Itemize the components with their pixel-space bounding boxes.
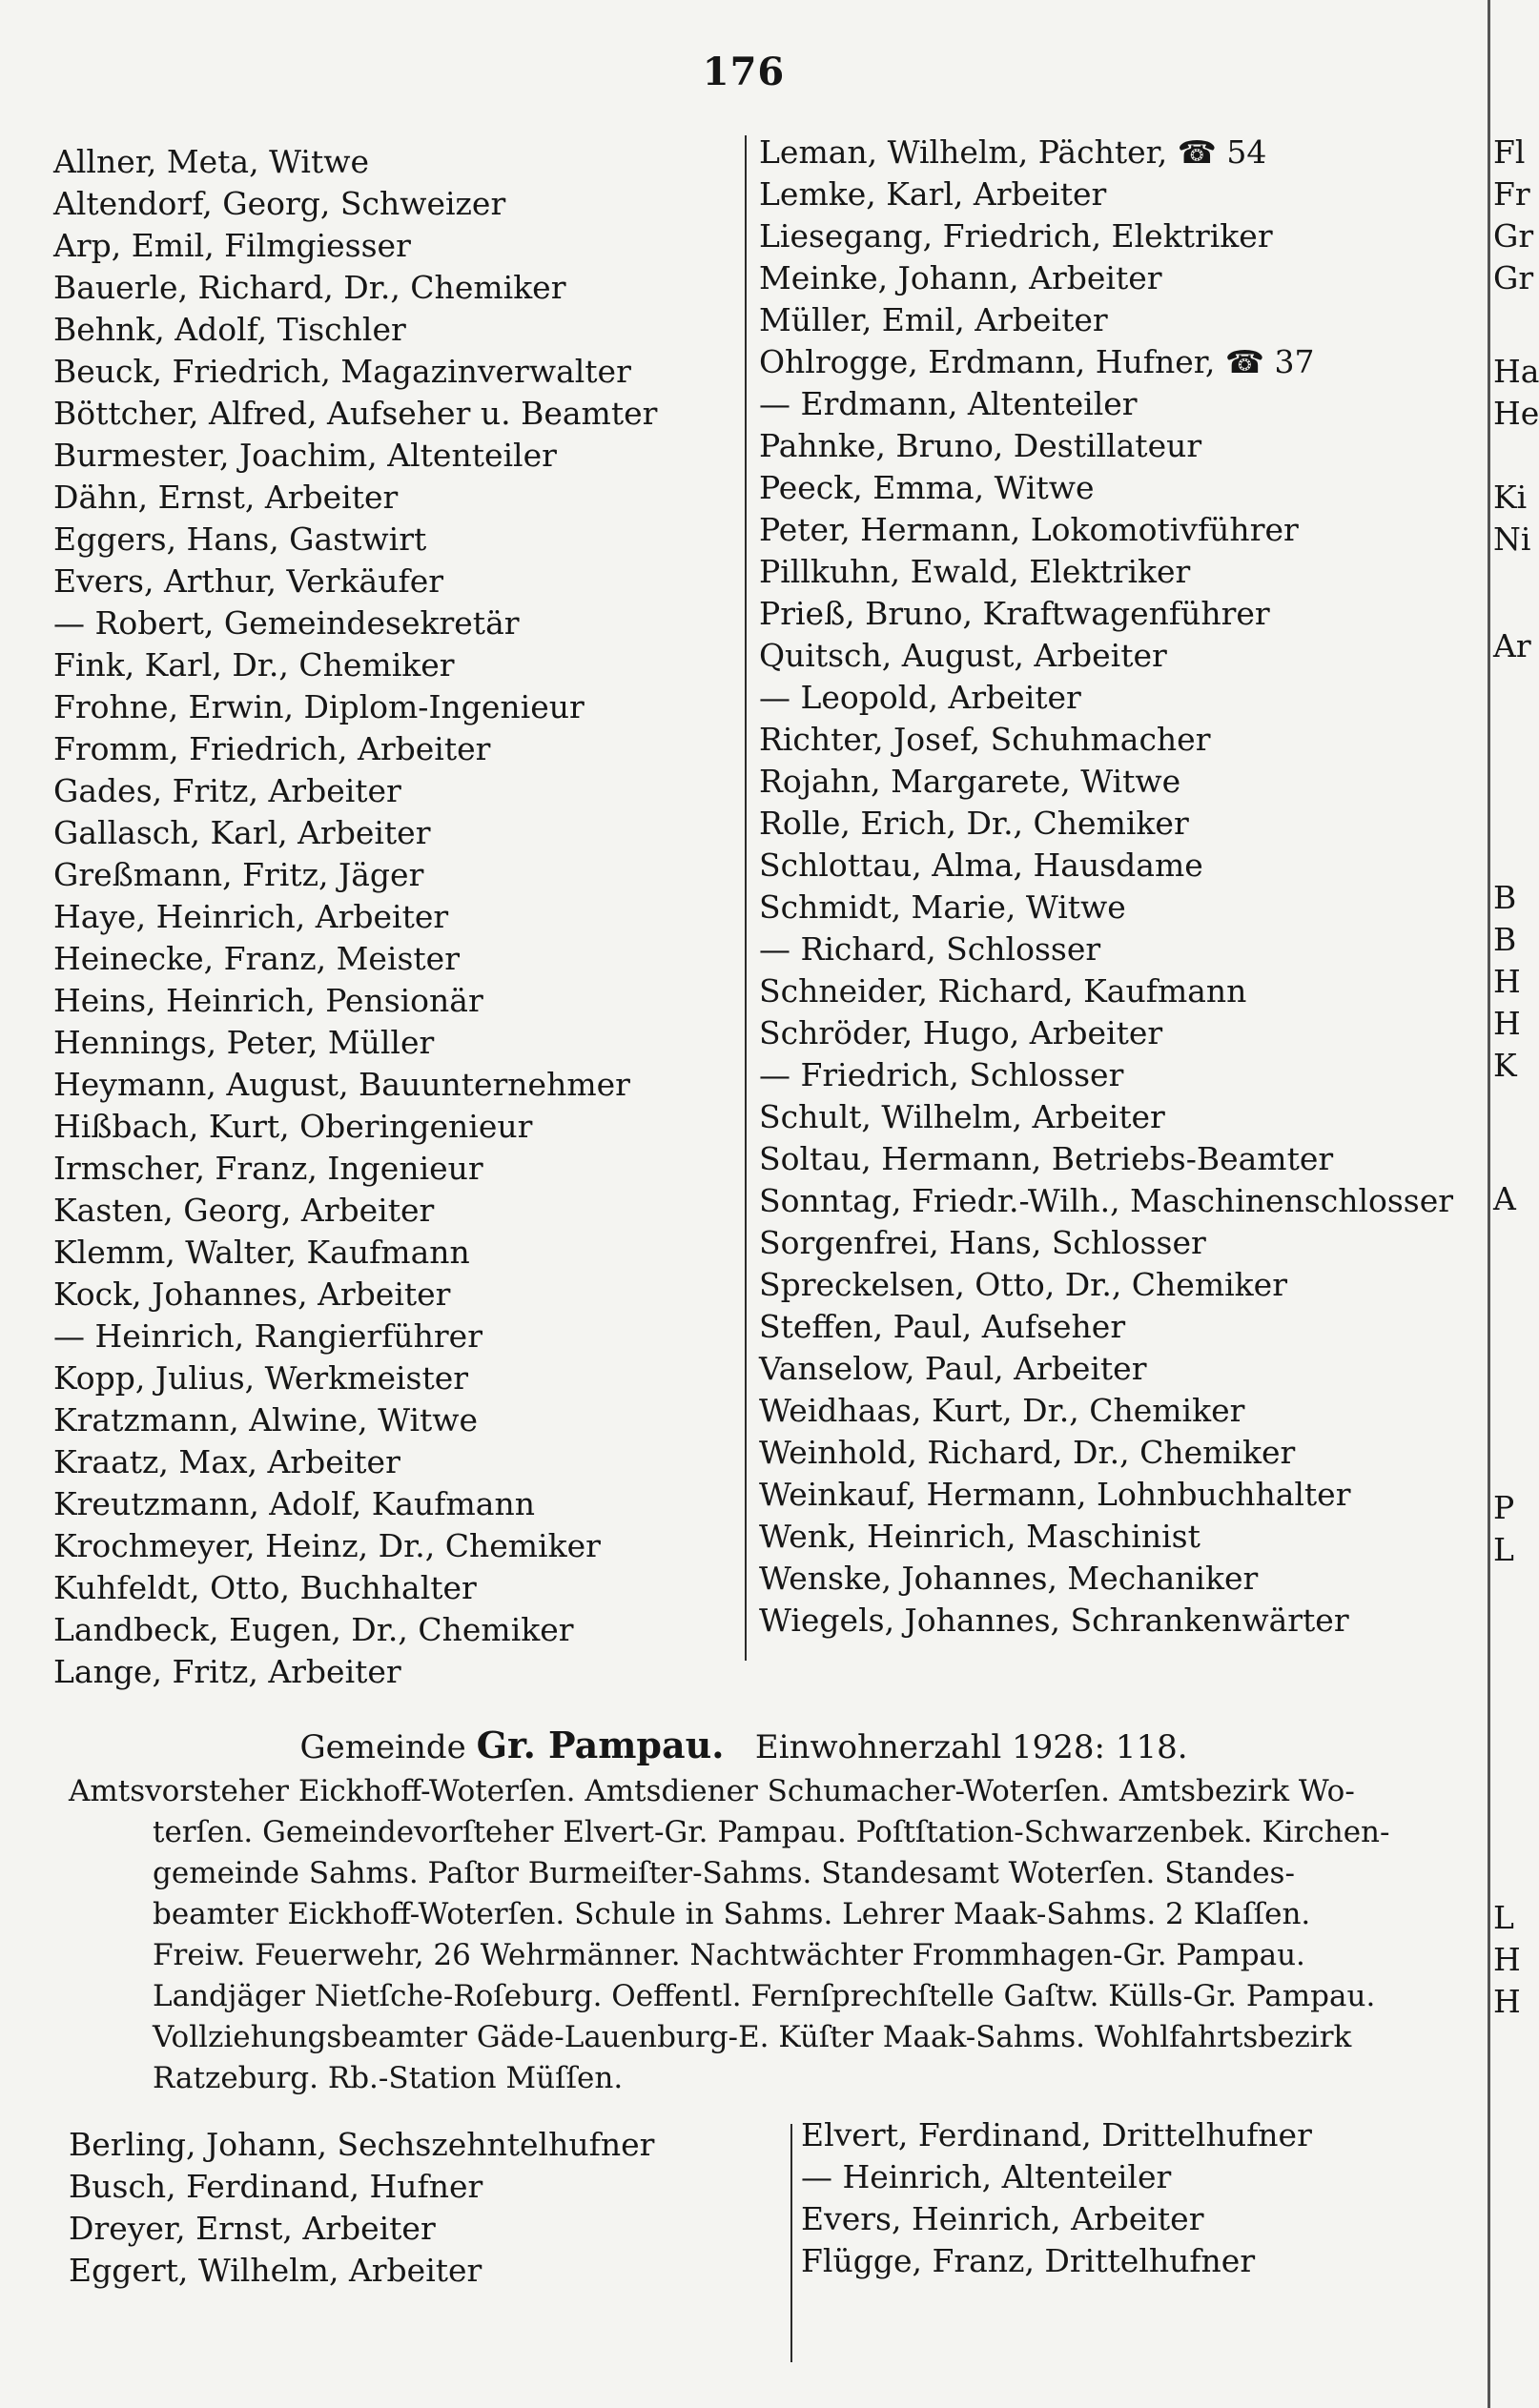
directory-entry: Liesegang, Friedrich, Elektriker	[759, 217, 1273, 255]
municipality-name: Gr. Pampau.	[476, 1724, 725, 1766]
directory-entry: Frohne, Erwin, Diplom-Ingenieur	[53, 688, 585, 725]
directory-entry: Eggert, Wilhelm, Arbeiter	[69, 2252, 482, 2289]
directory-entry: Sorgenfrei, Hans, Schlosser	[759, 1224, 1206, 1261]
directory-entry: Steffen, Paul, Aufseher	[759, 1308, 1126, 1345]
cut-off-text-fragment: L	[1493, 1899, 1514, 1936]
directory-entry: Schult, Wilhelm, Arbeiter	[759, 1098, 1165, 1135]
page-edge-divider	[1488, 0, 1490, 2408]
column-divider	[745, 135, 747, 1661]
directory-entry: Landbeck, Eugen, Dr., Chemiker	[53, 1611, 574, 1648]
directory-entry: Haye, Heinrich, Arbeiter	[53, 898, 449, 935]
directory-entry: Schmidt, Marie, Witwe	[759, 888, 1126, 926]
directory-entry: Elvert, Ferdinand, Drittelhufner	[801, 2116, 1312, 2153]
directory-entry: Dähn, Ernst, Arbeiter	[53, 479, 399, 516]
directory-entry: — Heinrich, Altenteiler	[801, 2158, 1172, 2195]
cut-off-text-fragment: L	[1493, 1531, 1514, 1568]
directory-entry: Rolle, Erich, Dr., Chemiker	[759, 805, 1189, 842]
directory-entry: Klemm, Walter, Kaufmann	[53, 1234, 470, 1271]
directory-entry: Allner, Meta, Witwe	[53, 143, 370, 180]
directory-entry: Weinkauf, Hermann, Lohnbuchhalter	[759, 1476, 1351, 1513]
page-number: 176	[702, 50, 786, 94]
directory-entry: Heymann, August, Bauunternehmer	[53, 1066, 630, 1103]
directory-entry: Schröder, Hugo, Arbeiter	[759, 1014, 1163, 1051]
municipality-info-line: beamter Eickhoff-Woterſen. Schule in Sahms. Lehrer Maak-Sahms. 2 Klaſſen.	[153, 1897, 1311, 1931]
directory-entry: Wenk, Heinrich, Maschinist	[759, 1518, 1200, 1555]
municipality-population: Einwohnerzahl 1928: 118.	[754, 1728, 1188, 1766]
middle-column	[759, 132, 1453, 1642]
directory-entry: Kratzmann, Alwine, Witwe	[53, 1401, 479, 1439]
cut-off-text-fragment: P	[1493, 1489, 1515, 1526]
cut-off-text-fragment: Ar	[1493, 627, 1531, 664]
directory-entry: Kraatz, Max, Arbeiter	[53, 1443, 400, 1480]
municipality-info-line: Landjäger Nietſche-Roſeburg. Oeffentl. Fernſprechſtelle Gaſtw. Külls-Gr. Pampau.	[153, 1979, 1376, 2013]
directory-entry: Krochmeyer, Heinz, Dr., Chemiker	[53, 1527, 601, 1564]
directory-entry: Lange, Fritz, Arbeiter	[53, 1653, 401, 1690]
directory-entry: Arp, Emil, Filmgiesser	[53, 227, 411, 264]
municipality-info-line: Ratzeburg. Rb.-Station Müſſen.	[153, 2061, 624, 2095]
cut-off-text-fragment: B	[1493, 921, 1517, 958]
directory-entry: Kock, Johannes, Arbeiter	[53, 1275, 451, 1313]
directory-entry: Kreutzmann, Adolf, Kaufmann	[53, 1485, 535, 1522]
directory-entry: Fromm, Friedrich, Arbeiter	[53, 730, 491, 767]
directory-entry: Irmscher, Franz, Ingenieur	[53, 1150, 483, 1187]
directory-entry: — Erdmann, Altenteiler	[759, 385, 1138, 422]
directory-entry: Weinhold, Richard, Dr., Chemiker	[759, 1434, 1296, 1471]
directory-entry: Weidhaas, Kurt, Dr., Chemiker	[759, 1392, 1245, 1429]
cut-off-text-fragment: Fr	[1493, 175, 1530, 213]
directory-entry: Gallasch, Karl, Arbeiter	[53, 814, 431, 851]
directory-entry: Gades, Fritz, Arbeiter	[53, 772, 401, 809]
directory-entry: Böttcher, Alfred, Aufseher u. Beamter	[53, 395, 658, 432]
cut-off-text-fragment: K	[1493, 1047, 1517, 1084]
cut-off-text-fragment: Gr	[1493, 217, 1534, 255]
cut-off-text-fragment: A	[1493, 1180, 1516, 1217]
directory-entry: Behnk, Adolf, Tischler	[53, 311, 406, 348]
directory-entry: Berling, Johann, Sechszehntelhufner	[69, 2126, 655, 2163]
directory-entry: Meinke, Johann, Arbeiter	[759, 259, 1162, 296]
directory-entry: Fink, Karl, Dr., Chemiker	[53, 646, 455, 684]
directory-entry: Schneider, Richard, Kaufmann	[759, 972, 1247, 1010]
left-column	[53, 141, 657, 1693]
directory-entry: Pahnke, Bruno, Destillateur	[759, 427, 1202, 464]
bottom-column-divider	[790, 2124, 792, 2362]
directory-entry: Kasten, Georg, Arbeiter	[53, 1192, 435, 1229]
directory-entry: Flügge, Franz, Drittelhufner	[801, 2242, 1256, 2279]
directory-entry: Kopp, Julius, Werkmeister	[53, 1359, 469, 1397]
directory-entry: Altendorf, Georg, Schweizer	[53, 185, 506, 222]
directory-entry: Evers, Heinrich, Arbeiter	[801, 2200, 1204, 2237]
cut-off-text-fragment: He	[1493, 395, 1539, 432]
directory-entry: Prieß, Bruno, Kraftwagenführer	[759, 595, 1270, 632]
directory-entry: — Robert, Gemeindesekretär	[53, 604, 520, 642]
directory-entry: — Heinrich, Rangierführer	[53, 1317, 482, 1355]
directory-entry: Soltau, Hermann, Betriebs-Beamter	[759, 1140, 1334, 1177]
directory-entry: Heinecke, Franz, Meister	[53, 940, 460, 977]
directory-entry: Beuck, Friedrich, Magazinverwalter	[53, 353, 631, 390]
directory-entry: Eggers, Hans, Gastwirt	[53, 520, 427, 558]
directory-entry: Busch, Ferdinand, Hufner	[69, 2168, 483, 2205]
municipality-info-line: Freiw. Feuerwehr, 26 Wehrmänner. Nachtwächter Frommhagen-Gr. Pampau.	[153, 1938, 1305, 1972]
municipality-prefix: Gemeinde	[299, 1728, 466, 1766]
directory-entry: Rojahn, Margarete, Witwe	[759, 763, 1181, 800]
directory-entry: Richter, Josef, Schuhmacher	[759, 721, 1211, 758]
directory-entry: Lemke, Karl, Arbeiter	[759, 175, 1107, 213]
directory-entry: Spreckelsen, Otto, Dr., Chemiker	[759, 1266, 1287, 1303]
cut-off-text-fragment: Ni	[1493, 520, 1531, 558]
cut-off-text-fragment: Gr	[1493, 259, 1534, 296]
directory-entry: Wenske, Johannes, Mechaniker	[759, 1560, 1259, 1597]
directory-entry: Burmester, Joachim, Altenteiler	[53, 437, 557, 474]
directory-entry: Bauerle, Richard, Dr., Chemiker	[53, 269, 566, 306]
directory-entry: — Leopold, Arbeiter	[759, 679, 1081, 716]
municipality-info-line: terſen. Gemeindevorſteher Elvert-Gr. Pampau. Poſtſtation-Schwarzenbek. Kirchen-	[153, 1815, 1390, 1849]
directory-entry: Peeck, Emma, Witwe	[759, 469, 1095, 506]
directory-entry: Schlottau, Alma, Hausdame	[759, 847, 1203, 884]
directory-entry: — Richard, Schlosser	[759, 930, 1101, 968]
directory-entry: Leman, Wilhelm, Pächter, ☎ 54	[759, 133, 1267, 171]
cut-off-text-fragment: H	[1493, 963, 1521, 1000]
municipality-info-line: Amtsvorsteher Eickhoff-Woterſen. Amtsdiener Schumacher-Woterſen. Amtsbezirk Wo-	[69, 1774, 1355, 1808]
cut-off-text-fragment: B	[1493, 879, 1517, 916]
directory-entry: Pillkuhn, Ewald, Elektriker	[759, 553, 1191, 590]
municipality-header	[0, 1724, 1488, 1766]
bottom-left-column	[69, 2124, 654, 2292]
directory-entry: — Friedrich, Schlosser	[759, 1056, 1124, 1093]
directory-entry: Ohlrogge, Erdmann, Hufner, ☎ 37	[759, 343, 1315, 380]
cut-off-text-fragment: Fl	[1493, 133, 1526, 171]
cut-off-text-fragment: H	[1493, 1983, 1521, 2020]
cut-off-text-fragment: Ki	[1493, 479, 1528, 516]
directory-entry: Hißbach, Kurt, Oberingenieur	[53, 1108, 533, 1145]
directory-entry: Dreyer, Ernst, Arbeiter	[69, 2210, 436, 2247]
municipality-info-line: Vollziehungsbeamter Gäde-Lauenburg-E. Küſter Maak-Sahms. Wohlfahrtsbezirk	[153, 2020, 1352, 2054]
directory-entry: Müller, Emil, Arbeiter	[759, 301, 1108, 338]
cut-off-text-fragment: H	[1493, 1941, 1521, 1978]
directory-entry: Wiegels, Johannes, Schrankenwärter	[759, 1602, 1349, 1639]
cut-off-text-fragment: Ha	[1493, 353, 1539, 390]
directory-entry: Sonntag, Friedr.-Wilh., Maschinenschlosser	[759, 1182, 1454, 1219]
cut-off-text-fragment: H	[1493, 1005, 1521, 1042]
municipality-info-line: gemeinde Sahms. Paſtor Burmeiſter-Sahms. Standesamt Woterſen. Standes-	[153, 1856, 1295, 1890]
directory-entry: Greßmann, Fritz, Jäger	[53, 856, 424, 893]
directory-entry: Vanselow, Paul, Arbeiter	[759, 1350, 1147, 1387]
directory-entry: Peter, Hermann, Lokomotivführer	[759, 511, 1299, 548]
bottom-right-column	[801, 2114, 1312, 2282]
directory-entry: Hennings, Peter, Müller	[53, 1024, 435, 1061]
directory-entry: Kuhfeldt, Otto, Buchhalter	[53, 1569, 477, 1606]
municipality-info	[69, 1771, 1480, 2099]
directory-entry: Evers, Arthur, Verkäufer	[53, 562, 444, 600]
directory-entry: Heins, Heinrich, Pensionär	[53, 982, 483, 1019]
directory-entry: Quitsch, August, Arbeiter	[759, 637, 1167, 674]
